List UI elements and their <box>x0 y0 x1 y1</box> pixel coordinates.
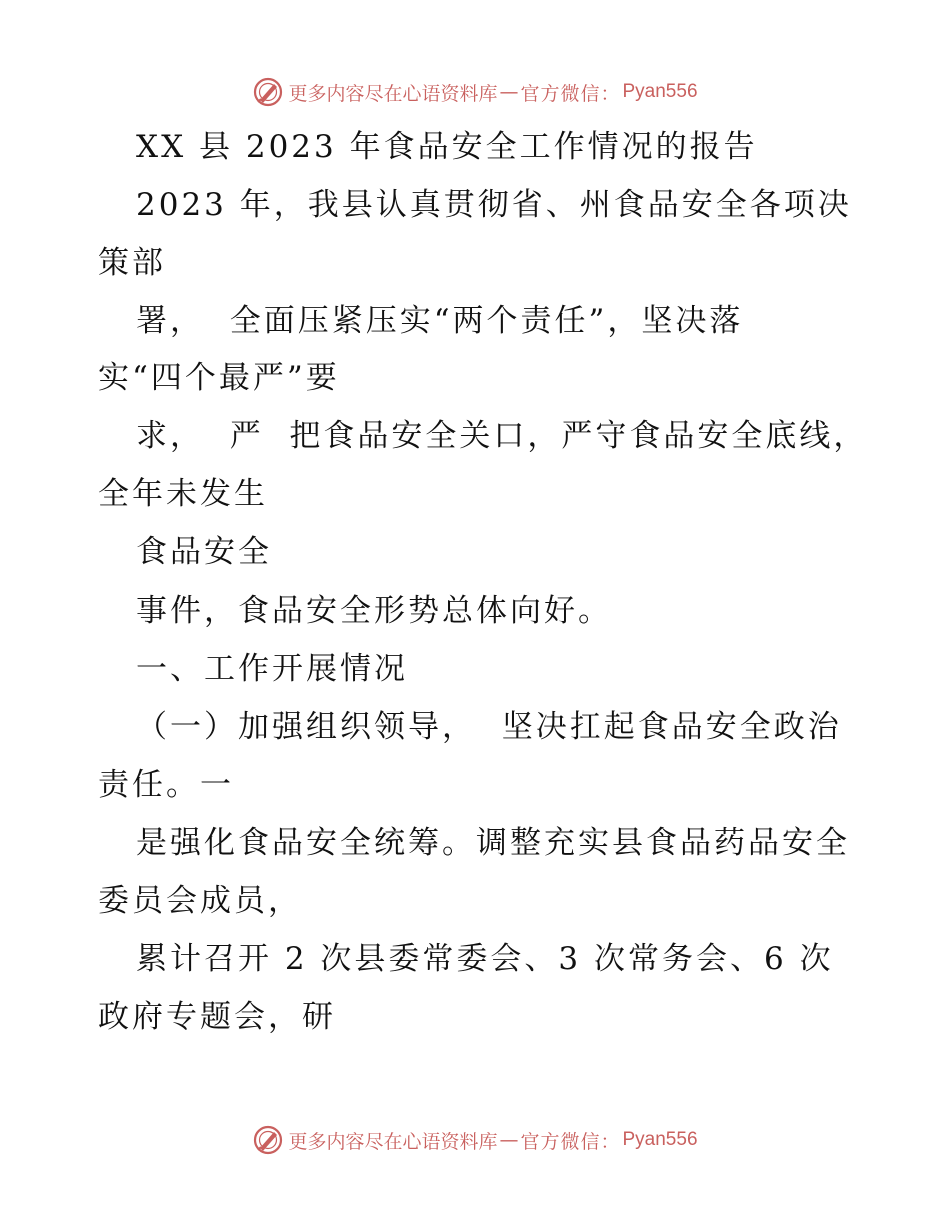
paragraph-line: 累计召开 2 次县委常委会、3 次常务会、6 次 <box>136 941 834 977</box>
paragraph-line: 署， 全面压紧压实“两个责任”，坚决落 <box>136 303 744 339</box>
subsection-heading: （一）加强组织领导， 坚决扛起食品安全政治 <box>136 709 842 745</box>
watermark-wechat-label: 官方微信： <box>520 82 621 105</box>
paragraph-line: 事件，食品安全形势总体向好。 <box>136 593 612 629</box>
watermark-site-text: 更多内容尽在心语资料库 <box>288 82 498 105</box>
footer-watermark <box>0 1120 950 1160</box>
document-title: XX 县 2023 年食品安全工作情况的报告 <box>136 129 758 165</box>
paragraph-line: 是强化食品安全统筹。调整充实县食品药品安全 <box>136 825 850 861</box>
paragraph-line: 2023 年，我县认真贯彻省、州食品安全各项决 <box>136 187 852 223</box>
paragraph-line: 策部 <box>98 245 166 281</box>
watermark-dash: — <box>499 1129 519 1151</box>
paragraph-line: 全年未发生 <box>98 476 268 512</box>
watermark-site-text: 更多内容尽在心语资料库 <box>288 1130 498 1153</box>
paragraph-line: 政府专题会，研 <box>98 999 336 1035</box>
watermark-wechat-id: Pyan556 <box>622 81 698 102</box>
paragraph-line: 委员会成员， <box>98 883 302 919</box>
stamp-logo-icon <box>252 76 284 108</box>
paragraph-line: 求， 严 把食品安全关口，严守食品安全底线， <box>136 418 868 454</box>
section-heading: 一、工作开展情况 <box>136 651 408 687</box>
watermark-wechat-label: 官方微信： <box>520 1130 621 1153</box>
paragraph-line: 食品安全 <box>136 534 272 570</box>
header-watermark <box>0 72 950 112</box>
paragraph-line: 实“四个最严”要 <box>98 360 340 396</box>
watermark-dash: — <box>499 81 519 103</box>
paragraph-line: 责任。一 <box>98 767 234 803</box>
watermark-wechat-id: Pyan556 <box>622 1129 698 1150</box>
stamp-logo-icon <box>252 1124 284 1156</box>
